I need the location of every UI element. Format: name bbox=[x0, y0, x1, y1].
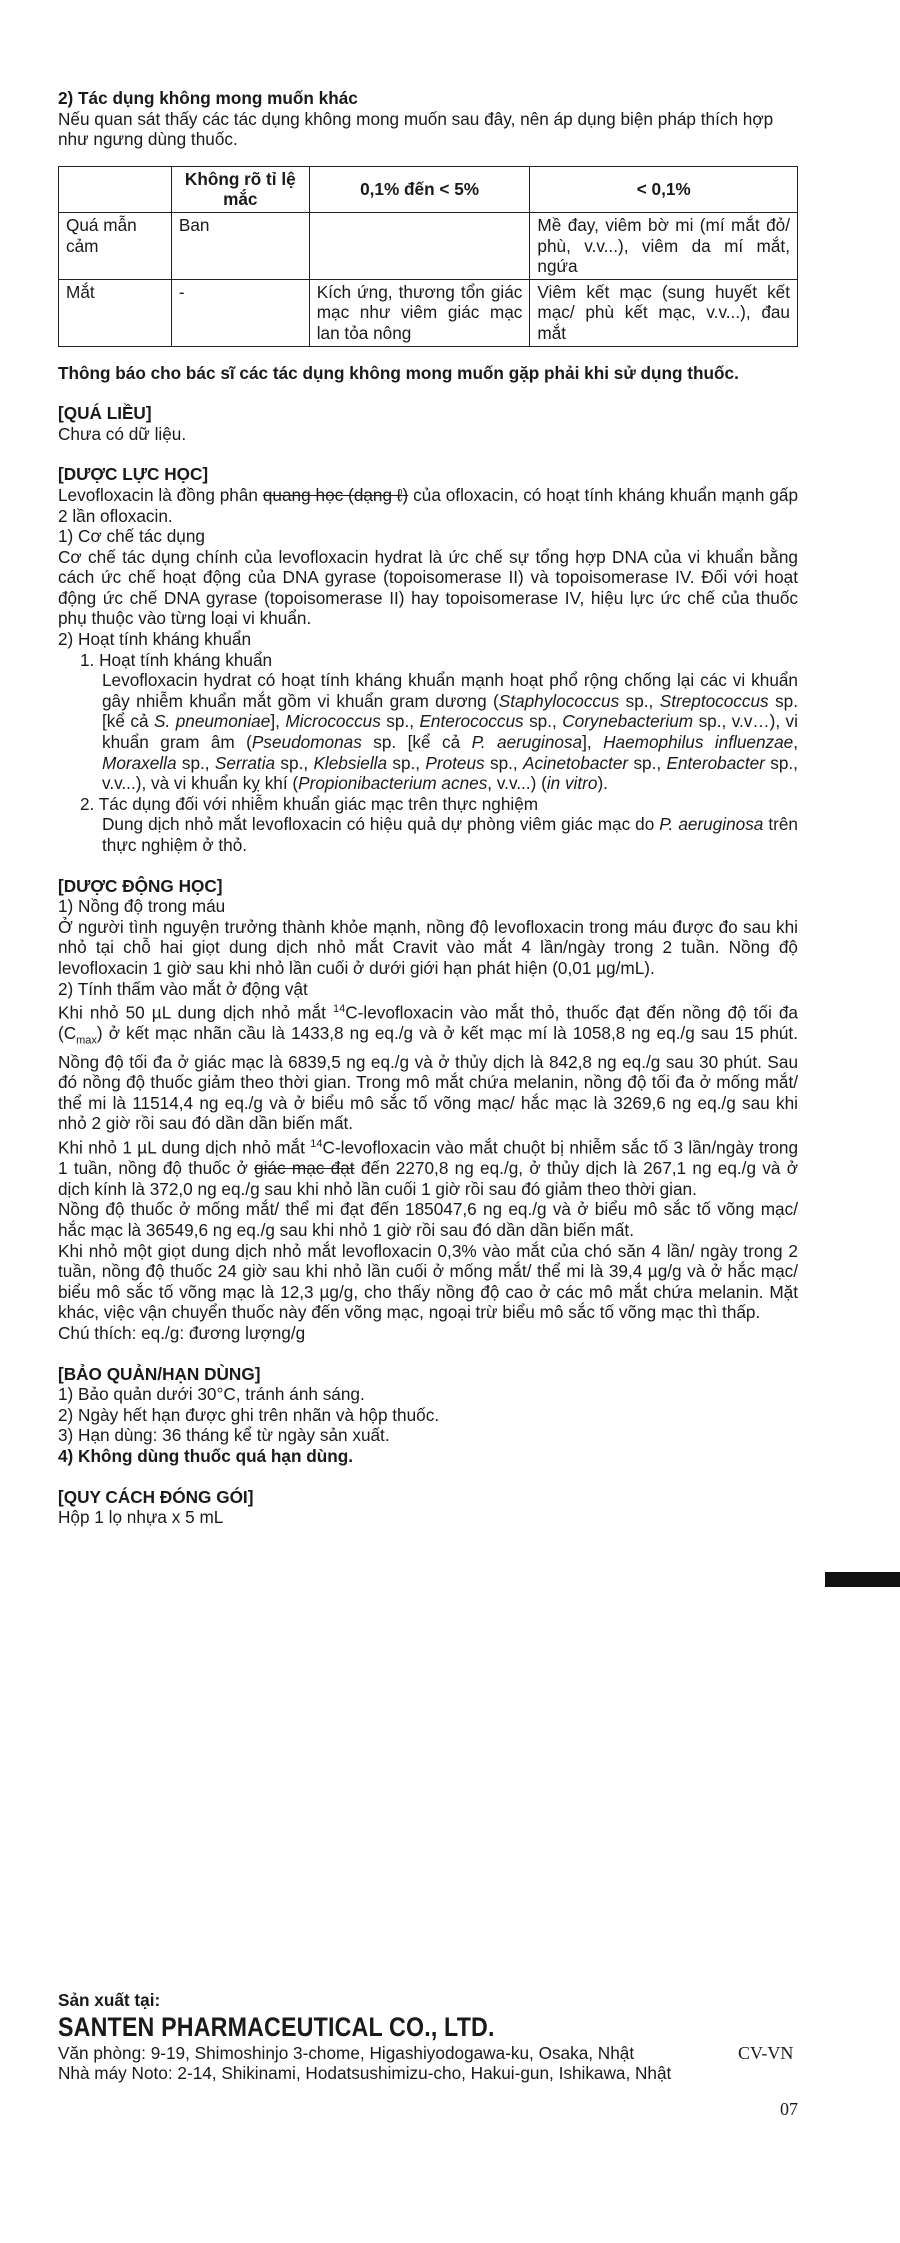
packaging-section bbox=[58, 1487, 798, 1528]
activity-title: 2) Hoạt tính kháng khuẩn bbox=[58, 629, 252, 650]
document-body bbox=[58, 88, 798, 1528]
storage-section bbox=[58, 1364, 798, 1467]
activity-1-text: Levofloxacin hydrat có hoạt tính kháng khuẩn mạnh hoạt phổ rộng chống lại các vi khuẩn gây nhiễm khuẩn mắt gồm vi khuẩn gram dương (Staphylococcus sp., Streptococcus sp. [kể cả S. pneumoniae], Micrococcus sp., Enterococcus sp., Corynebacterium sp., v.v…), vi khuẩn gram âm (Pseudomonas sp. [kể cả P. aeruginosa], Haemophilus influenzae, Moraxella sp., Serratia sp., Klebsiella sp., Proteus sp., Acinetobacter sp., Enterobacter sp., v.v...), và vi khuẩn kỵ khí (Propionibacterium acnes, v.v...) (in vitro). bbox=[102, 670, 799, 794]
office-address: Văn phòng: 9-19, Shimoshinjo 3-chome, Higashiyodogawa-ku, Osaka, Nhật bbox=[58, 2042, 635, 2063]
pharmacodynamics-section bbox=[58, 464, 798, 855]
overdose-text: Chưa có dữ liệu. bbox=[58, 423, 187, 444]
activity-2-text: Dung dịch nhỏ mắt levofloxacin có hiệu quả dự phòng viêm giác mạc do P. aeruginosa trên thực nghiệm ở thỏ. bbox=[102, 814, 798, 855]
notice-text: Thông báo cho bác sĩ các tác dụng không mong muốn gặp phải khi sử dụng thuốc. bbox=[58, 362, 739, 383]
page-number: 07 bbox=[780, 2099, 798, 2119]
pharmacokinetics-section bbox=[58, 876, 798, 1344]
table-cell: - bbox=[171, 279, 309, 346]
blood-concentration-title: 1) Nồng độ trong máu bbox=[58, 896, 226, 917]
pharmacodynamics-title: [DƯỢC LỰC HỌC] bbox=[58, 464, 209, 485]
table-cell: Quá mẫn cảm bbox=[59, 212, 172, 279]
eye-penetration-title: 2) Tính thấm vào mắt ở động vật bbox=[58, 978, 308, 999]
pharmacokinetics-title: [DƯỢC ĐỘNG HỌC] bbox=[58, 875, 223, 896]
table-row bbox=[59, 279, 798, 346]
activity-1-title: 1. Hoạt tính kháng khuẩn bbox=[80, 649, 273, 670]
manufacturer-label: Sản xuất tại: bbox=[58, 1990, 161, 2010]
storage-title: [BẢO QUẢN/HẠN DÙNG] bbox=[58, 1363, 261, 1384]
activity-2-title: 2. Tác dụng đối với nhiễm khuẩn giác mạc trên thực nghiệm bbox=[80, 793, 539, 814]
table-cell: Viêm kết mạc (sung huyết kết mạc/ phù kết mạc, v.v...), đau mắt bbox=[530, 279, 798, 346]
company-name: SANTEN PHARMACEUTICAL CO., LTD. bbox=[58, 2011, 495, 2042]
table-header-cell: 0,1% đến < 5% bbox=[309, 166, 530, 212]
table-row bbox=[59, 212, 798, 279]
table-cell bbox=[309, 212, 530, 279]
table-header-row bbox=[59, 166, 798, 212]
manufacturer-block bbox=[58, 1990, 738, 2084]
table-cell: Mắt bbox=[59, 279, 172, 346]
packaging-text: Hộp 1 lọ nhựa x 5 mL bbox=[58, 1507, 224, 1528]
margin-mark bbox=[825, 1572, 900, 1587]
table-header-cell bbox=[59, 166, 172, 212]
table-cell: Mề đay, viêm bờ mi (mí mắt đỏ/ phù, v.v...), viêm da mí mắt, ngứa bbox=[530, 212, 798, 279]
mechanism-title: 1) Cơ chế tác dụng bbox=[58, 526, 205, 547]
storage-line: 3) Hạn dùng: 36 tháng kể từ ngày sản xuất. bbox=[58, 1425, 390, 1446]
other-effects-intro: Nếu quan sát thấy các tác dụng không mong muốn sau đây, nên áp dụng biện pháp thích hợp như ngưng dùng thuốc. bbox=[58, 108, 774, 150]
eye-penetration-iris: Nồng độ thuốc ở mống mắt/ thể mi đạt đến 185047,6 ng eq./g và ở biểu mô sắc tố võng mạc/ hắc mạc là 36549,6 ng eq./g sau khi nhỏ 1 giờ rồi sau đó dần dần biến mất. bbox=[58, 1199, 798, 1240]
table-header-cell: Không rõ tỉ lệ mắc bbox=[171, 166, 309, 212]
other-effects-heading: 2) Tác dụng không mong muốn khác bbox=[58, 88, 358, 108]
eye-penetration-dog: Khi nhỏ một giọt dung dịch nhỏ mắt levofloxacin 0,3% vào mắt của chó săn 4 lần/ ngày trong 2 tuần, nồng độ thuốc 24 giờ sau khi nhỏ lần cuối ở mống mắt/ thể mi là 39,4 µg/g và ở hắc mạc/ biểu mô sắc tố võng mạc là 12,3 µg/g, cho thấy nồng độ cao ở các mô mắt chứa melanin. Mặt khác, việc vận chuyển thuốc này đến võng mạc, ngoại trừ biểu mô sắc tố võng mạc thì thấp. bbox=[58, 1240, 798, 1323]
unit-note: Chú thích: eq./g: đương lượng/g bbox=[58, 1322, 306, 1343]
factory-address: Nhà máy Noto: 2-14, Shikinami, Hodatsushimizu-cho, Hakui-gun, Ishikawa, Nhật bbox=[58, 2063, 672, 2084]
mechanism-text: Cơ chế tác dụng chính của levofloxacin hydrat là ức chế sự tổng hợp DNA của vi khuẩn bằng cách ức chế hoạt động của DNA gyrase (topoisomerase II) và topoisomerase IV. Đối với hoạt động ức chế DNA gyrase (topoisomerase II) hay topoisomerase IV, hiệu lực ức chế của thuốc phụ thuộc vào từng loại vi khuẩn. bbox=[58, 546, 798, 629]
storage-line: 2) Ngày hết hạn được ghi trên nhãn và hộp thuốc. bbox=[58, 1404, 440, 1425]
eye-penetration-rat: Khi nhỏ 1 µL dung dịch nhỏ mắt $^{14}$C-levofloxacin vào mắt chuột bị nhiễm sắc tố 3 lần/ngày trong 1 tuần, nồng độ thuốc ở giác mạc đạt đến 2270,8 ng eq./g, ở thủy dịch là 267,1 ng eq./g và ở dịch kính là 372,0 ng eq./g sau khi nhỏ lần cuối 1 giờ rồi sau đó giảm theo thời gian. bbox=[58, 1137, 798, 1199]
overdose-section bbox=[58, 403, 798, 444]
document-code: CV-VN bbox=[738, 2043, 794, 2063]
eye-penetration-rabbit: Khi nhỏ 50 µL dung dịch nhỏ mắt $^{14}$C-levofloxacin vào mắt thỏ, thuốc đạt đến nồng độ tối đa $(C_{max})$ ở kết mạc nhãn cầu là 1433,8 ng eq./g và ở kết mạc mí là 1058,8 ng eq./g sau 15 phút. Nồng độ tối đa ở giác mạc là 6839,5 ng eq./g và ở thủy dịch là 842,8 ng eq./g sau 30 phút. Sau đó nồng độ thuốc giảm theo thời gian. Trong mô mắt chứa melanin, nồng độ tối đa ở mống mắt/ thể mi là 11514,4 ng eq./g và ở biểu mô sắc tố võng mạc/ hắc mạc là 3269,6 ng eq./g sau khi nhỏ 2 giờ rồi sau đó dần dần biến mất. bbox=[58, 1002, 798, 1134]
blood-concentration-text: Ở người tình nguyện trưởng thành khỏe mạnh, nồng độ levofloxacin trong máu được đo sau khi nhỏ tại chỗ hai giọt dung dịch nhỏ mắt Cravit vào mắt 4 lần/ngày trong 2 tuần. Nồng độ levofloxacin 1 giờ sau khi nhỏ lần cuối ở dưới giới hạn phát hiện (0,01 µg/mL). bbox=[58, 916, 798, 978]
pharmacodynamics-intro: Levofloxacin là đồng phân quang học (dạng ℓ) của ofloxacin, có hoạt tính kháng khuẩn mạnh gấp 2 lần ofloxacin. bbox=[58, 484, 799, 526]
side-effects-table bbox=[58, 166, 798, 347]
packaging-title: [QUY CÁCH ĐÓNG GÓI] bbox=[58, 1486, 254, 1507]
table-cell: Ban bbox=[171, 212, 309, 279]
storage-warning: 4) Không dùng thuốc quá hạn dùng. bbox=[58, 1445, 353, 1466]
table-header-cell: < 0,1% bbox=[530, 166, 798, 212]
table-cell: Kích ứng, thương tổn giác mạc như viêm giác mạc lan tỏa nông bbox=[309, 279, 530, 346]
overdose-title: [QUÁ LIỀU] bbox=[58, 403, 152, 424]
storage-line: 1) Bảo quản dưới 30°C, tránh ánh sáng. bbox=[58, 1384, 365, 1405]
